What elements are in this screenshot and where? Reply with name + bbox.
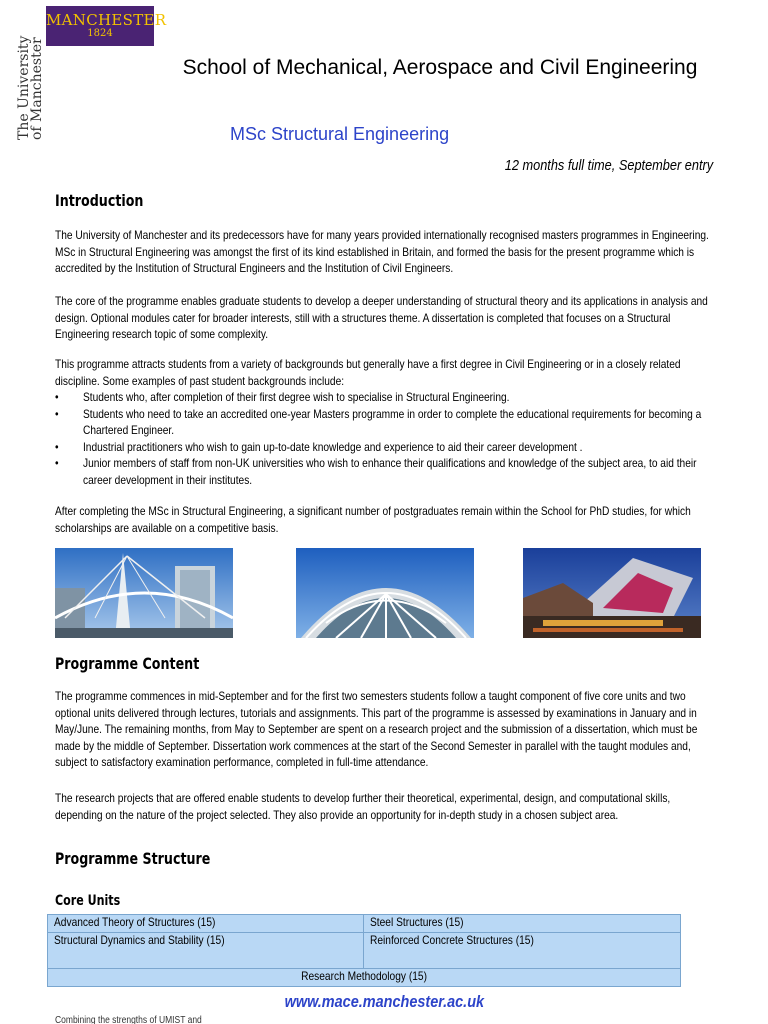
core-units-heading: Core Units xyxy=(55,893,121,909)
footer-note: Combining the strengths of UMIST and xyxy=(55,1015,202,1024)
unit-structural-dynamics: Structural Dynamics and Stability (15) xyxy=(54,933,225,947)
introduction-heading: Introduction xyxy=(55,191,144,210)
university-vertical-text xyxy=(18,20,44,140)
table-cell xyxy=(48,933,364,969)
footer-website-link[interactable] xyxy=(0,992,768,1012)
table-cell xyxy=(364,915,681,933)
photo-lowry-building xyxy=(523,548,701,638)
content-paragraph-1: The programme commences in mid-September and for the first two semesters students follow a taught component of five core units and two optional units delivered through lectures, tutorials and assignments. This part of the programme is assessed by examinations in January and in May/June. The remaining months, from May to September are spent on a research project and the submission of a dissertation, which must be made by the middle of September. Dissertation work commences at the start of the Second Semester in parallel with the taught modules and, subject to satisfactory examination performance, completed in full-time attendance. xyxy=(55,689,698,770)
logo-year: 1824 xyxy=(87,28,113,39)
content-paragraph-2: The research projects that are offered enable students to develop further their theoretical, experimental, design, and computational skills, depending on the nature of the project selected. They also provide an opportunity for in-depth study in a chosen subject area. xyxy=(55,791,671,822)
intro-paragraph-4: After completing the MSc in Structural Engineering, a significant number of postgraduates remain within the School for PhD studies, for which scholarships are available on a competitive basis. xyxy=(55,504,691,535)
unit-reinforced-concrete: Reinforced Concrete Structures (15) xyxy=(370,933,534,947)
programme-structure-heading: Programme Structure xyxy=(55,849,211,868)
table-cell xyxy=(48,969,681,987)
program-title: MSc Structural Engineering xyxy=(230,124,450,144)
table-row xyxy=(48,969,681,987)
university-vertical-line1: The University xyxy=(16,35,32,140)
background-list xyxy=(55,389,716,489)
core-units-table xyxy=(47,914,681,987)
list-item: • Students who, after completion of their first degree wish to specialise in Structural Engineering. xyxy=(55,389,716,406)
photo-dome xyxy=(296,548,474,638)
intro-paragraph-2: The core of the programme enables graduate students to develop a deeper understanding of structural theory and its applications in analysis and design. Optional modules cater for broader interests, still with a structures theme. A dissertation is completed that focuses on a Structural Engineering research topic of some complexity. xyxy=(55,294,708,342)
unit-advanced-theory: Advanced Theory of Structures (15) xyxy=(54,915,216,929)
intro-paragraph-1: The University of Manchester and its predecessors have for many years provided internationally recognised masters programmes in Engineering. MSc in Structural Engineering was amongst the first of its kind established in Britain, and formed the basis for the present programme which is accredited by the Institution of Structural Engineers and the Institution of Civil Engineers. xyxy=(55,228,709,276)
table-cell xyxy=(48,915,364,933)
table-row xyxy=(48,933,681,969)
duration-text: 12 months full time, September entry xyxy=(504,157,713,174)
footer-url-text[interactable]: www.mace.manchester.ac.uk xyxy=(284,992,484,1011)
programme-content-heading: Programme Content xyxy=(55,654,200,673)
list-item: • Junior members of staff from non-UK universities who wish to enhance their qualifications and knowledge of the subject area, to aid their career development in their institutes. xyxy=(55,455,716,488)
university-logo xyxy=(46,6,167,46)
unit-research-methodology: Research Methodology (15) xyxy=(301,969,427,983)
logo-name: MANCHESTER xyxy=(46,11,167,29)
list-item: • Students who need to take an accredited one-year Masters programme in order to complete the educational requirements for becoming a Chartered Engineer. xyxy=(55,406,716,439)
unit-steel-structures: Steel Structures (15) xyxy=(370,915,464,929)
table-cell xyxy=(364,933,681,969)
list-item: • Industrial practitioners who wish to gain up-to-date knowledge and experience to aid their career development . xyxy=(55,439,716,456)
intro-paragraph-3: This programme attracts students from a variety of backgrounds but generally have a first degree in Civil Engineering or in a closely related discipline. Some examples of past student backgrounds include: xyxy=(55,357,681,388)
university-vertical-line2: of Manchester xyxy=(29,37,45,140)
table-row xyxy=(48,915,681,933)
photo-bridge xyxy=(55,548,233,638)
school-title: School of Mechanical, Aerospace and Civil Engineering xyxy=(182,56,698,79)
